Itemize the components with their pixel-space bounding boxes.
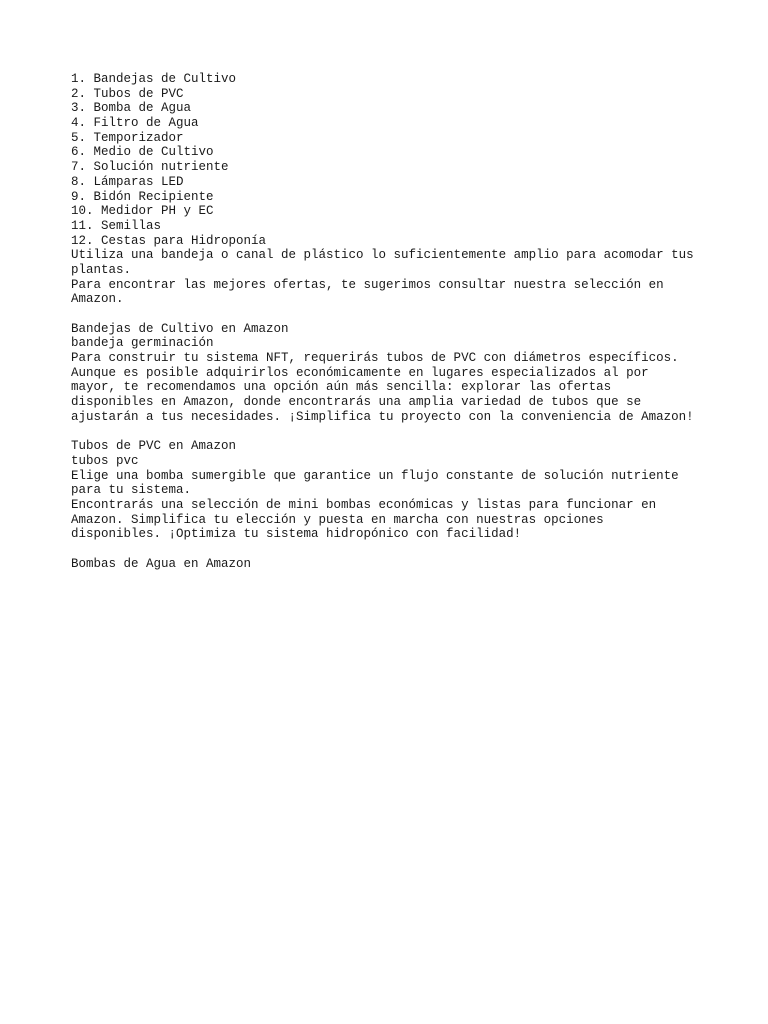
image-alt-text: bandeja germinación <box>71 336 214 351</box>
list-item: 1. Bandejas de Cultivo <box>71 72 237 86</box>
paragraph-line: Amazon. Simplifica tu elección y puesta en marcha con nuestras opciones <box>71 512 604 527</box>
paragraph-line: Aunque es posible adquirirlos económicamente en lugares especializados al por <box>71 365 649 380</box>
list-item: 6. Medio de Cultivo <box>71 145 214 160</box>
paragraph-line: Elige una bomba sumergible que garantice un flujo constante de solución nutriente <box>71 468 679 483</box>
blank-line <box>71 542 711 557</box>
paragraph-line: disponibles. ¡Optimiza tu sistema hidropónico con facilidad! <box>71 527 522 542</box>
paragraph-line: mayor, te recomendamos una opción aún más sencilla: explorar las ofertas <box>71 380 612 395</box>
image-alt-text: tubos pvc <box>71 453 139 468</box>
offers-paragraph <box>71 278 711 307</box>
section-heading-pumps: Bombas de Agua en Amazon <box>71 556 252 571</box>
list-item: 4. Filtro de Agua <box>71 116 199 131</box>
list-item: 10. Medidor PH y EC <box>71 204 214 219</box>
list-item: 5. Temporizador <box>71 130 184 145</box>
document-page <box>71 72 711 571</box>
section-heading-pvc: Tubos de PVC en Amazon <box>71 439 237 454</box>
tray-paragraph <box>71 248 711 277</box>
paragraph-line: disponibles en Amazon, donde encontrarás una amplia variedad de tubos que se <box>71 395 642 410</box>
pvc-paragraph <box>71 351 711 424</box>
pump-paragraph <box>71 469 711 498</box>
list-item: 3. Bomba de Agua <box>71 101 192 116</box>
paragraph-line: Para encontrar las mejores ofertas, te sugerimos consultar nuestra selección en <box>71 277 664 292</box>
blank-line <box>71 425 711 440</box>
list-item: 12. Cestas para Hidroponía <box>71 233 267 248</box>
paragraph-line: Para construir tu sistema NFT, requerirás tubos de PVC con diámetros específicos. <box>71 351 679 366</box>
paragraph-line: ajustarán a tus necesidades. ¡Simplifica tu proyecto con la conveniencia de Amazon! <box>71 409 694 424</box>
paragraph-line: Amazon. <box>71 292 124 307</box>
blank-line <box>71 307 711 322</box>
list-item: 7. Solución nutriente <box>71 160 229 175</box>
list-item: 9. Bidón Recipiente <box>71 189 214 204</box>
list-item: 2. Tubos de PVC <box>71 86 184 101</box>
materials-list <box>71 72 711 248</box>
paragraph-line: Utiliza una bandeja o canal de plástico lo suficientemente amplio para acomodar tus <box>71 248 694 263</box>
paragraph-line: Encontrarás una selección de mini bombas económicas y listas para funcionar en <box>71 497 657 512</box>
pump-offers-paragraph <box>71 498 711 542</box>
paragraph-line: plantas. <box>71 262 132 277</box>
section-heading-trays: Bandejas de Cultivo en Amazon <box>71 321 289 336</box>
paragraph-line: para tu sistema. <box>71 483 192 498</box>
list-item: 8. Lámparas LED <box>71 174 184 189</box>
list-item: 11. Semillas <box>71 218 162 233</box>
